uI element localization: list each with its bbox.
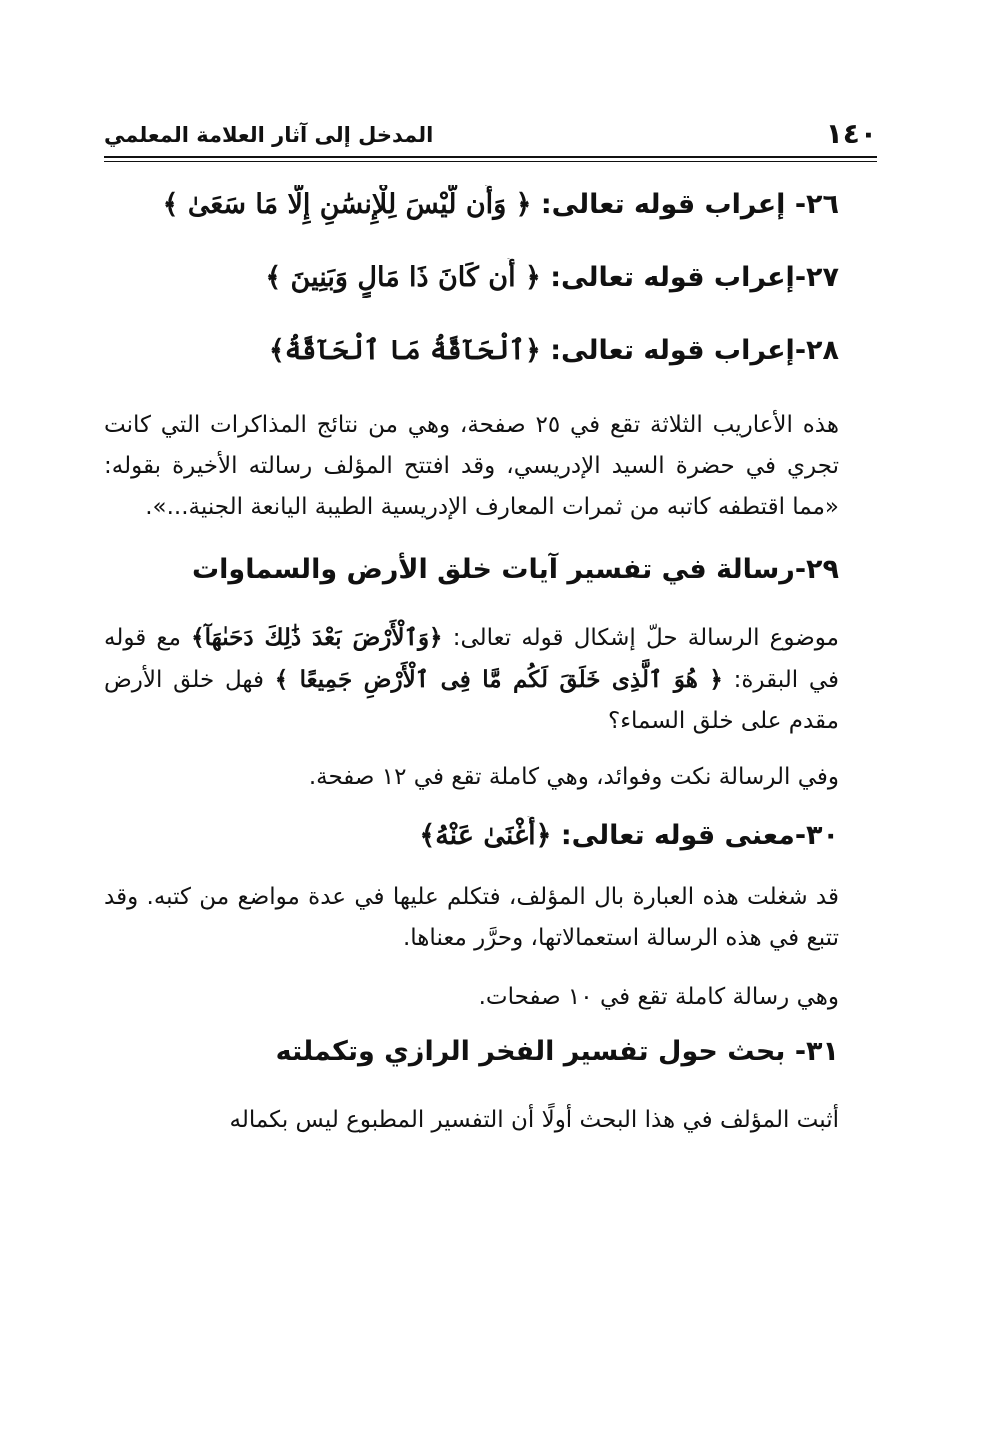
paragraph-1: هذه الأعاريب الثلاثة تقع في ٢٥ صفحة، وهي من نتائج المذاكرات التي كانت تجري في حضرة السيد الإدريسي، وقد افتتح المؤلف رسالته الأخيرة بقوله: «مما اقتطفه كاتبه من ثمرات المعارف الإدريسية الطيبة اليانعة الجنية...».	[104, 412, 839, 520]
entry-28-verse: ﴿ٱلْحَآقَّةُ مَا ٱلْحَآقَّةُ﴾	[268, 335, 541, 366]
entry-26	[104, 185, 839, 225]
paragraph-2	[104, 617, 839, 742]
entry-27	[104, 258, 839, 298]
book-title: المدخل إلى آثار العلامة المعلمي	[104, 123, 434, 147]
entry-28-heading: ٢٨-إعراب قوله تعالى:	[540, 335, 839, 366]
paragraph-6: أثبت المؤلف في هذا البحث أولًا أن التفسير المطبوع ليس بكماله	[229, 1107, 839, 1133]
running-header	[104, 116, 877, 156]
paragraph-2-part1: موضوع الرسالة حلّ إشكال قوله تعالى:	[442, 625, 840, 651]
page-number: ١٤٠	[825, 117, 877, 150]
paragraph-2-part3: فهل خلق الأرض مقدم على خلق السماء؟	[104, 667, 839, 734]
paragraph-2-part2: مع قوله في البقرة:	[104, 625, 840, 693]
entry-30-heading: ٣٠-معنى قوله تعالى:	[551, 820, 839, 851]
entry-27-verse: ﴿ أَن كَانَ ذَا مَالٍ وَبَنِينَ ﴾	[265, 262, 541, 293]
entry-30-verse: ﴿أَغْنَىٰ عَنْهُ﴾	[419, 820, 552, 851]
paragraph-5: وهي رسالة كاملة تقع في ١٠ صفحات.	[478, 984, 839, 1010]
entry-26-heading: ٢٦- إعراب قوله تعالى:	[531, 189, 839, 220]
paragraph-4: قد شغلت هذه العبارة بال المؤلف، فتكلم عليها في عدة مواضع من كتبه. وقد تتبع في هذه الرسالة استعمالاتها، وحرَّر معناها.	[104, 884, 839, 951]
paragraph-2-verse2: ﴿ هُوَ ٱلَّذِى خَلَقَ لَكُم مَّا فِى ٱلْأَرْضِ جَمِيعًا ﴾	[274, 666, 723, 693]
entry-26-verse: ﴿ وَأَن لَّيْسَ لِلْإِنسَٰنِ إِلَّا مَا سَعَىٰ ﴾	[162, 189, 532, 220]
entry-27-heading: ٢٧-إعراب قوله تعالى:	[540, 262, 839, 293]
entry-29-heading: ٢٩-رسالة في تفسير آيات خلق الأرض والسماوات	[192, 554, 839, 585]
entry-28	[104, 331, 839, 371]
header-rule-thin	[104, 161, 877, 162]
page-body	[104, 185, 839, 1141]
header-rule	[104, 156, 877, 158]
paragraph-3: وفي الرسالة نكت وفوائد، وهي كاملة تقع في ١٢ صفحة.	[308, 764, 839, 790]
entry-30	[104, 816, 839, 856]
entry-31-heading: ٣١- بحث حول تفسير الفخر الرازي وتكملته	[275, 1036, 839, 1067]
paragraph-2-verse1: ﴿وَٱلْأَرْضَ بَعْدَ ذَٰلِكَ دَحَىٰهَآ﴾	[191, 624, 443, 651]
